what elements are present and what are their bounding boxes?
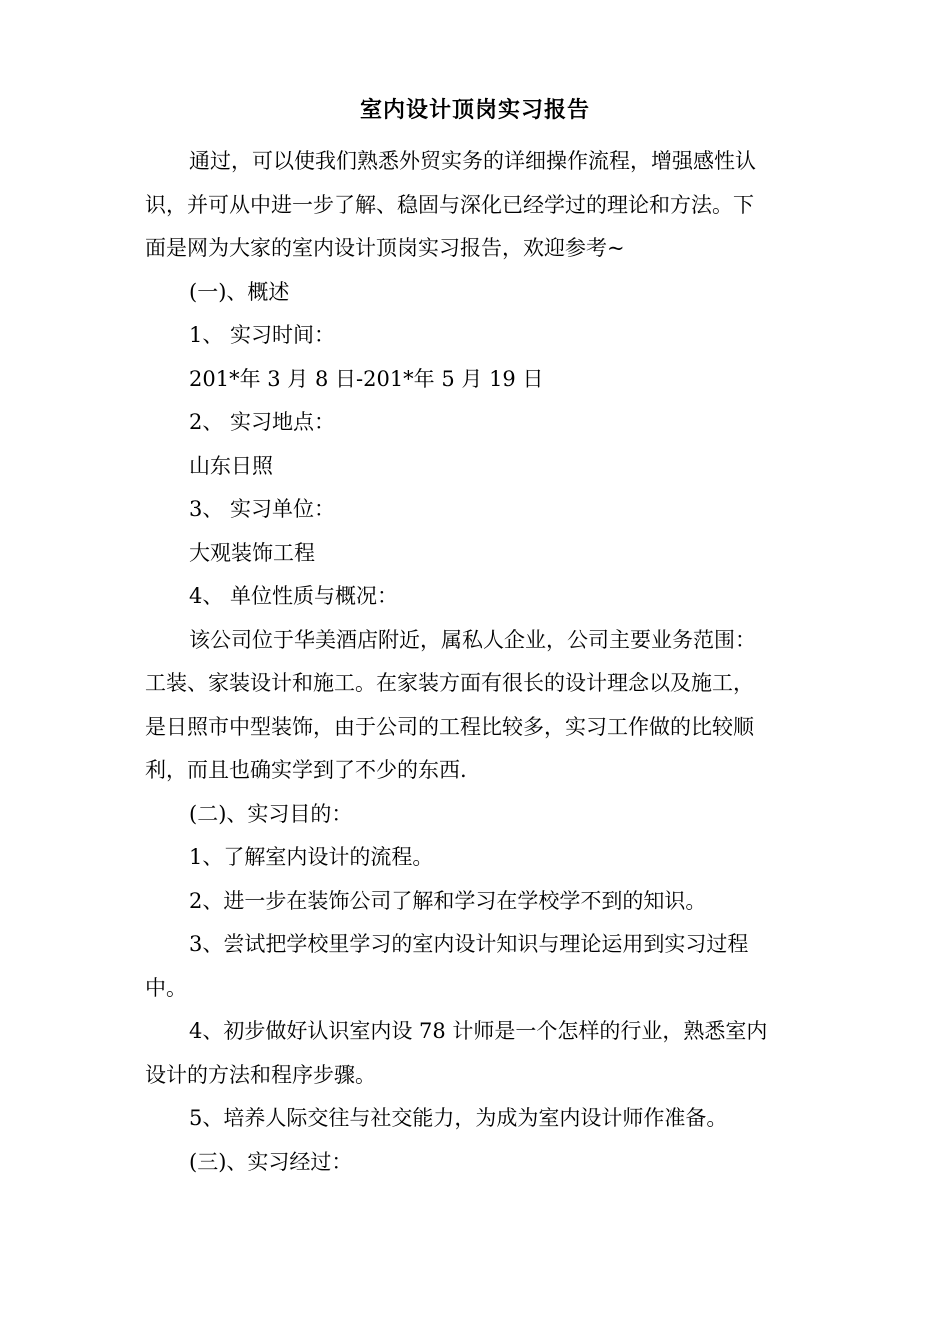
text-line: 3、尝试把学校里学习的室内设计知识与理论运用到实习过程 bbox=[189, 932, 749, 956]
text-line: 设计的方法和程序步骤。 bbox=[145, 1062, 376, 1087]
text-line: 4、 单位性质与概况： bbox=[189, 584, 399, 608]
text-line: 4、初步做好认识室内设 78 计师是一个怎样的行业，熟悉室内 bbox=[189, 1019, 768, 1043]
text-line: 识，并可从中进一步了解、稳固与深化已经学过的理论和方法。下 bbox=[145, 192, 754, 217]
text-line: 201*年 3 月 8 日-201*年 5 月 19 日 bbox=[189, 366, 544, 391]
document-title: 室内设计顶岗实习报告 bbox=[359, 97, 590, 123]
text-line: 山东日照 bbox=[189, 453, 273, 478]
text-line: 大观装饰工程 bbox=[189, 540, 315, 565]
text-line: 通过，可以使我们熟悉外贸实务的详细操作流程，增强感性认 bbox=[189, 149, 756, 173]
text-line: 面是网为大家的室内设计顶岗实习报告，欢迎参考~ bbox=[145, 236, 625, 260]
text-line: 1、了解室内设计的流程。 bbox=[189, 845, 434, 869]
text-line: (二)、实习目的： bbox=[189, 801, 353, 826]
text-line: 该公司位于华美酒店附近，属私人企业，公司主要业务范围： bbox=[189, 627, 756, 652]
text-line: (一)、概述 bbox=[189, 279, 290, 304]
text-line: 2、进一步在装饰公司了解和学习在学校学不到的知识。 bbox=[189, 888, 707, 913]
text-line: 5、培养人际交往与社交能力，为成为室内设计师作准备。 bbox=[189, 1106, 728, 1130]
text-line: 3、 实习单位： bbox=[189, 497, 336, 521]
text-line: (三)、实习经过： bbox=[189, 1149, 353, 1174]
text-line: 利，而且也确实学到了不少的东西. bbox=[145, 758, 467, 782]
text-line: 2、 实习地点： bbox=[189, 410, 336, 434]
text-line: 工装、家装设计和施工。在家装方面有很长的设计理念以及施工， bbox=[145, 671, 754, 695]
text-line: 是日照市中型装饰，由于公司的工程比较多，实习工作做的比较顺 bbox=[145, 714, 754, 739]
document-body bbox=[145, 140, 805, 1184]
text-line: 中。 bbox=[145, 975, 187, 1000]
text-line: 1、 实习时间： bbox=[189, 323, 336, 347]
